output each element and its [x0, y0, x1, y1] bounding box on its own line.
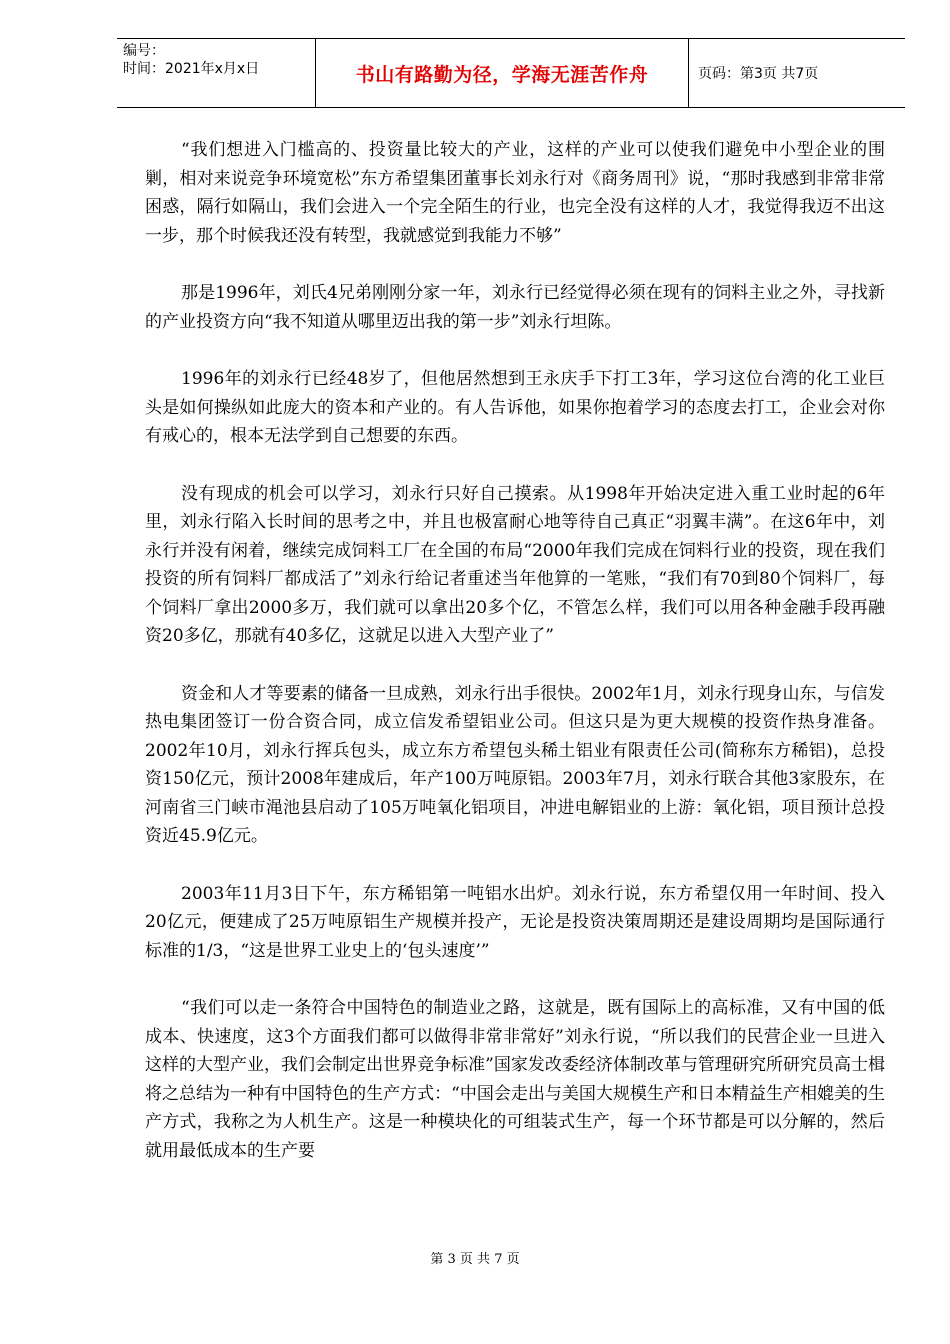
paragraph: “我们可以走一条符合中国特色的制造业之路，这就是，既有国际上的高标准，又有中国的低成本、快速度，这3个方面我们都可以做得非常非常好”刘永行说，“所以我们的民营企业一旦进入这样的大型产业，我们会制定出世界竞争标准”国家发改委经济体制改革与管理研究所研究员高士楫将之总结为一种有中国特色的生产方式：“中国会走出与美国大规模生产和日本精益生产相媲美的生产方式，我称之为人机生产。这是一种模块化的可组装式生产，每一个环节都是可以分解的，然后就用最低成本的生产要: [145, 998, 885, 1161]
header-meta: [117, 39, 315, 107]
paragraph: 2003年11月3日下午，东方稀铝第一吨铝水出炉。刘永行说，东方希望仅用一年时间、投入20亿元，便建成了25万吨原铝生产规模并投产，无论是投资决策周期还是建设周期均是国际通行标准的1/3，“这是世界工业史上的‘包头速度’”: [145, 883, 885, 961]
document-body: [145, 136, 885, 1194]
paragraph: 资金和人才等要素的储备一旦成熟，刘永行出手很快。2002年1月，刘永行现身山东，与信发热电集团签订一份合资合同，成立信发希望铝业公司。但这只是为更大规模的投资作热身准备。2002年10月，刘永行挥兵包头，成立东方希望包头稀土铝业有限责任公司(简称东方稀铝)，总投资150亿元，预计2008年建成后，年产100万吨原铝。2003年7月，刘永行联合其他3家股东，在河南省三门峡市渑池县启动了105万吨氧化铝项目，冲进电解铝业的上游：氧化铝，项目预计总投资近45.9亿元。: [145, 683, 885, 846]
page-header: [117, 38, 905, 108]
paragraph: 没有现成的机会可以学习，刘永行只好自己摸索。从1998年开始决定进入重工业时起的6年里，刘永行陷入长时间的思考之中，并且也极富耐心地等待自己真正“羽翼丰满”。在这6年中，刘永行并没有闲着，继续完成饲料工厂在全国的布局“2000年我们完成在饲料行业的投资，现在我们投资的所有饲料厂都成活了”刘永行给记者重述当年他算的一笔账，“我们有70到80个饲料厂，每个饲料厂拿出2000多万，我们就可以拿出20多个亿，不管怎么样，我们可以用各种金融手段再融资20多亿，那就有40多亿，这就足以进入大型产业了”: [145, 483, 885, 646]
header-motto: 书山有路勤为径，学海无涯苦作舟: [315, 39, 689, 107]
paragraph: 1996年的刘永行已经48岁了，但他居然想到王永庆手下打工3年，学习这位台湾的化工业巨头是如何操纵如此庞大的资本和产业的。有人告诉他，如果你抱着学习的态度去打工，企业会对你有戒心的，根本无法学到自己想要的东西。: [145, 369, 885, 446]
paragraph: “我们想进入门槛高的、投资量比较大的产业，这样的产业可以使我们避免中小型企业的围剿，相对来说竞争环境宽松”东方希望集团董事长刘永行对《商务周刊》说，“那时我感到非常非常困惑，隔行如隔山，我们会进入一个完全陌生的行业，也完全没有这样的人才，我觉得我迈不出这一步，那个时候我还没有转型，我就感觉到我能力不够”: [145, 140, 885, 246]
time-label: 时间：2021年x月x日: [123, 61, 260, 77]
paragraph: 那是1996年，刘氏4兄弟刚刚分家一年，刘永行已经觉得必须在现有的饲料主业之外，寻找新的产业投资方向“我不知道从哪里迈出我的第一步”刘永行坦陈。: [145, 283, 885, 332]
header-page-info: 页码：第3页 共7页: [698, 66, 819, 82]
page-footer: 第 3 页 共 7 页: [430, 1252, 520, 1267]
id-label: 编号：: [123, 43, 165, 59]
